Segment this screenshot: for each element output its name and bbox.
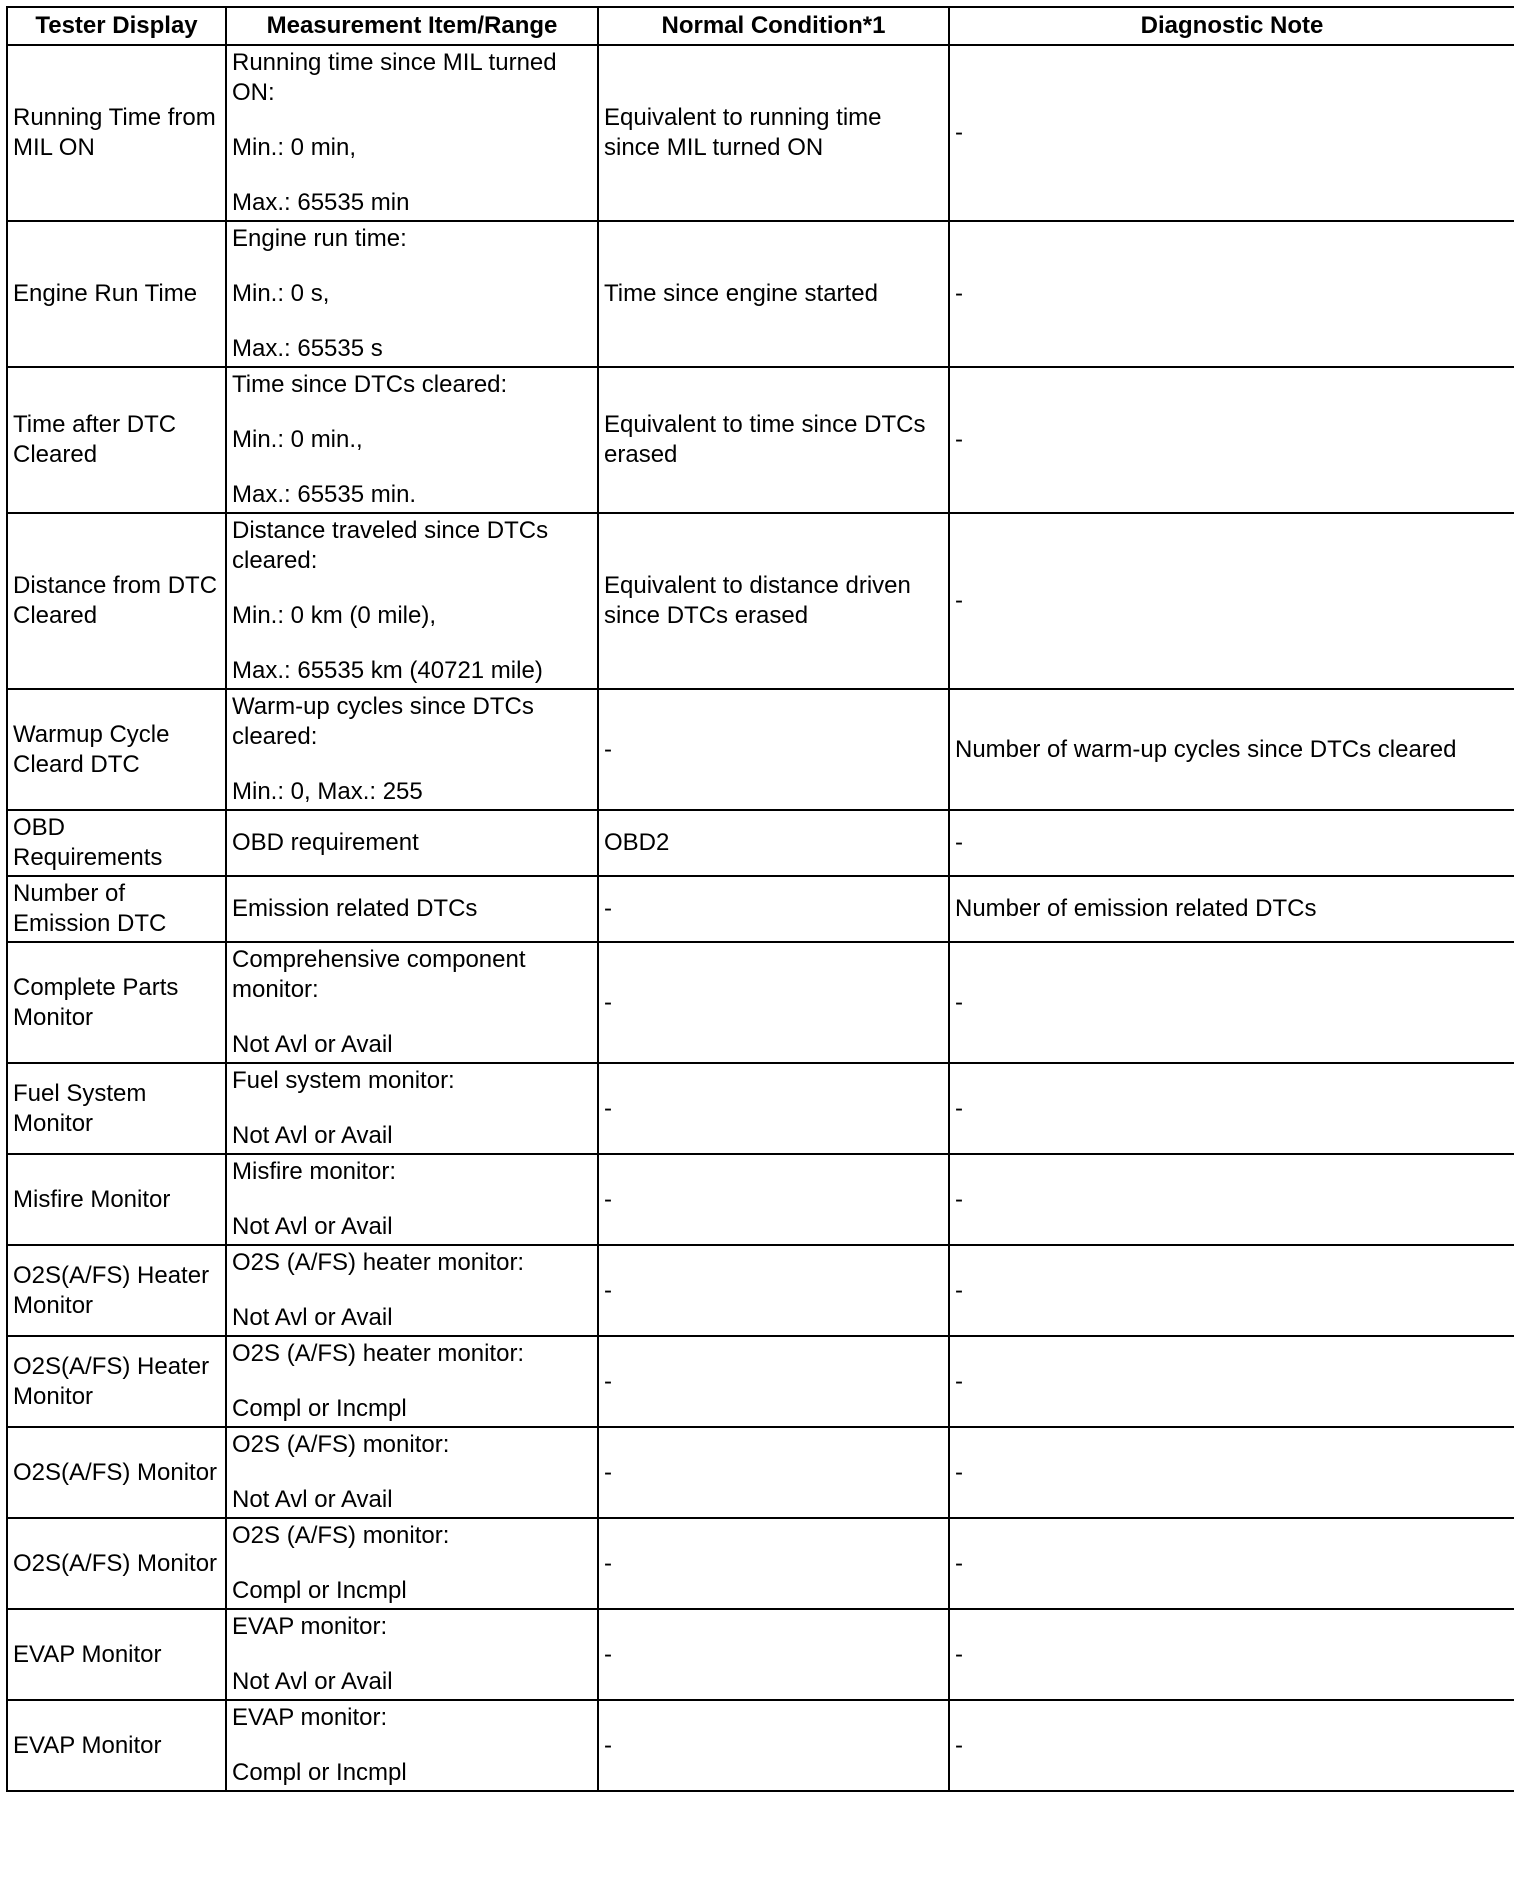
range-line: Min.: 0 km (0 mile), [232, 602, 437, 629]
range-line: O2S (A/FS) heater monitor: [232, 1340, 525, 1367]
document-page [6, 6, 1514, 1898]
measurement-range-cell [226, 1063, 598, 1154]
header-tester-display: Tester Display [7, 7, 226, 45]
diagnostic-note-cell: - [949, 367, 1514, 513]
range-line: Max.: 65535 min. [232, 481, 417, 508]
table-row [7, 1336, 1514, 1427]
tester-display-cell: O2S(A/FS) Heater Monitor [7, 1336, 226, 1427]
tester-display-cell: O2S(A/FS) Monitor [7, 1518, 226, 1609]
data-list-table [6, 6, 1514, 1792]
table-row [7, 1063, 1514, 1154]
measurement-range-cell [226, 45, 598, 221]
range-line: Running time since MIL turned ON: [232, 49, 557, 106]
diagnostic-note-cell: - [949, 1336, 1514, 1427]
tester-display-cell: Fuel System Monitor [7, 1063, 226, 1154]
range-line: Max.: 65535 s [232, 335, 383, 362]
measurement-range-cell [226, 689, 598, 810]
measurement-range-cell [226, 1700, 598, 1791]
measurement-range-cell [226, 1609, 598, 1700]
range-line: Min.: 0 min, [232, 134, 357, 161]
diagnostic-note-cell: - [949, 1063, 1514, 1154]
normal-condition-cell: Equivalent to time since DTCs erased [598, 367, 949, 513]
tester-display-cell: O2S(A/FS) Heater Monitor [7, 1245, 226, 1336]
table-row [7, 1609, 1514, 1700]
diagnostic-note-cell: - [949, 942, 1514, 1063]
diagnostic-note-cell: - [949, 1609, 1514, 1700]
range-line: Distance traveled since DTCs cleared: [232, 517, 549, 574]
tester-display-cell: O2S(A/FS) Monitor [7, 1427, 226, 1518]
tester-display-cell: Distance from DTC Cleared [7, 513, 226, 689]
table-row [7, 513, 1514, 689]
diagnostic-note-cell: - [949, 1427, 1514, 1518]
range-line: O2S (A/FS) monitor: [232, 1522, 450, 1549]
range-line: Not Avl or Avail [232, 1486, 393, 1513]
table-row [7, 1700, 1514, 1791]
normal-condition-cell: - [598, 1154, 949, 1245]
range-line: Min.: 0, Max.: 255 [232, 778, 423, 805]
tester-display-cell: EVAP Monitor [7, 1609, 226, 1700]
measurement-range-cell [226, 1427, 598, 1518]
diagnostic-note-cell: Number of emission related DTCs [949, 876, 1514, 942]
normal-condition-cell: - [598, 1427, 949, 1518]
table-row [7, 876, 1514, 942]
range-line: Compl or Incmpl [232, 1395, 407, 1422]
range-line: Warm-up cycles since DTCs cleared: [232, 693, 534, 750]
table-body [7, 45, 1514, 1791]
tester-display-cell: EVAP Monitor [7, 1700, 226, 1791]
range-line: EVAP monitor: [232, 1704, 388, 1731]
diagnostic-note-cell: - [949, 513, 1514, 689]
range-line: Min.: 0 min., [232, 426, 363, 453]
range-line: Engine run time: [232, 225, 407, 252]
range-line: Compl or Incmpl [232, 1577, 407, 1604]
tester-display-cell: Complete Parts Monitor [7, 942, 226, 1063]
header-normal-condition: Normal Condition*1 [598, 7, 949, 45]
measurement-range-cell [226, 1518, 598, 1609]
measurement-range-cell [226, 513, 598, 689]
range-line: OBD requirement [232, 829, 419, 856]
diagnostic-note-cell: - [949, 221, 1514, 367]
range-line: Time since DTCs cleared: [232, 371, 508, 398]
table-header [7, 7, 1514, 45]
tester-display-cell: Warmup Cycle Cleard DTC [7, 689, 226, 810]
range-line: Max.: 65535 km (40721 mile) [232, 657, 543, 684]
range-line: Emission related DTCs [232, 895, 478, 922]
measurement-range-cell [226, 1245, 598, 1336]
normal-condition-cell: - [598, 942, 949, 1063]
measurement-range-cell [226, 876, 598, 942]
table-row [7, 1518, 1514, 1609]
range-line: Not Avl or Avail [232, 1213, 393, 1240]
normal-condition-cell: OBD2 [598, 810, 949, 876]
range-line: Fuel system monitor: [232, 1067, 455, 1094]
normal-condition-cell: - [598, 689, 949, 810]
range-line: Not Avl or Avail [232, 1304, 393, 1331]
range-line: Compl or Incmpl [232, 1759, 407, 1786]
measurement-range-cell [226, 1154, 598, 1245]
table-row [7, 45, 1514, 221]
tester-display-cell: Engine Run Time [7, 221, 226, 367]
normal-condition-cell: - [598, 1518, 949, 1609]
range-line: Not Avl or Avail [232, 1031, 393, 1058]
header-row [7, 7, 1514, 45]
diagnostic-note-cell: - [949, 1245, 1514, 1336]
normal-condition-cell: Time since engine started [598, 221, 949, 367]
normal-condition-cell: Equivalent to distance driven since DTCs erased [598, 513, 949, 689]
table-row [7, 1154, 1514, 1245]
measurement-range-cell [226, 1336, 598, 1427]
table-row [7, 221, 1514, 367]
tester-display-cell: Misfire Monitor [7, 1154, 226, 1245]
diagnostic-note-cell: - [949, 810, 1514, 876]
normal-condition-cell: - [598, 1700, 949, 1791]
measurement-range-cell [226, 367, 598, 513]
diagnostic-note-cell: - [949, 1154, 1514, 1245]
diagnostic-note-cell: - [949, 1518, 1514, 1609]
normal-condition-cell: - [598, 1336, 949, 1427]
header-measurement-item-range: Measurement Item/Range [226, 7, 598, 45]
header-diagnostic-note: Diagnostic Note [949, 7, 1514, 45]
range-line: Comprehensive component monitor: [232, 946, 526, 1003]
diagnostic-note-cell: - [949, 1700, 1514, 1791]
range-line: Not Avl or Avail [232, 1122, 393, 1149]
normal-condition-cell: Equivalent to running time since MIL turned ON [598, 45, 949, 221]
table-row [7, 1245, 1514, 1336]
tester-display-cell: Number of Emission DTC [7, 876, 226, 942]
range-line: EVAP monitor: [232, 1613, 388, 1640]
normal-condition-cell: - [598, 1245, 949, 1336]
tester-display-cell: OBD Requirements [7, 810, 226, 876]
normal-condition-cell: - [598, 876, 949, 942]
tester-display-cell: Running Time from MIL ON [7, 45, 226, 221]
normal-condition-cell: - [598, 1609, 949, 1700]
table-row [7, 942, 1514, 1063]
table-row [7, 1427, 1514, 1518]
table-row [7, 810, 1514, 876]
range-line: O2S (A/FS) heater monitor: [232, 1249, 525, 1276]
tester-display-cell: Time after DTC Cleared [7, 367, 226, 513]
table-row [7, 689, 1514, 810]
range-line: Min.: 0 s, [232, 280, 330, 307]
measurement-range-cell [226, 942, 598, 1063]
diagnostic-note-cell: Number of warm-up cycles since DTCs cleared [949, 689, 1514, 810]
range-line: Misfire monitor: [232, 1158, 397, 1185]
range-line: Max.: 65535 min [232, 189, 410, 216]
measurement-range-cell [226, 221, 598, 367]
diagnostic-note-cell: - [949, 45, 1514, 221]
normal-condition-cell: - [598, 1063, 949, 1154]
range-line: Not Avl or Avail [232, 1668, 393, 1695]
table-row [7, 367, 1514, 513]
range-line: O2S (A/FS) monitor: [232, 1431, 450, 1458]
measurement-range-cell [226, 810, 598, 876]
